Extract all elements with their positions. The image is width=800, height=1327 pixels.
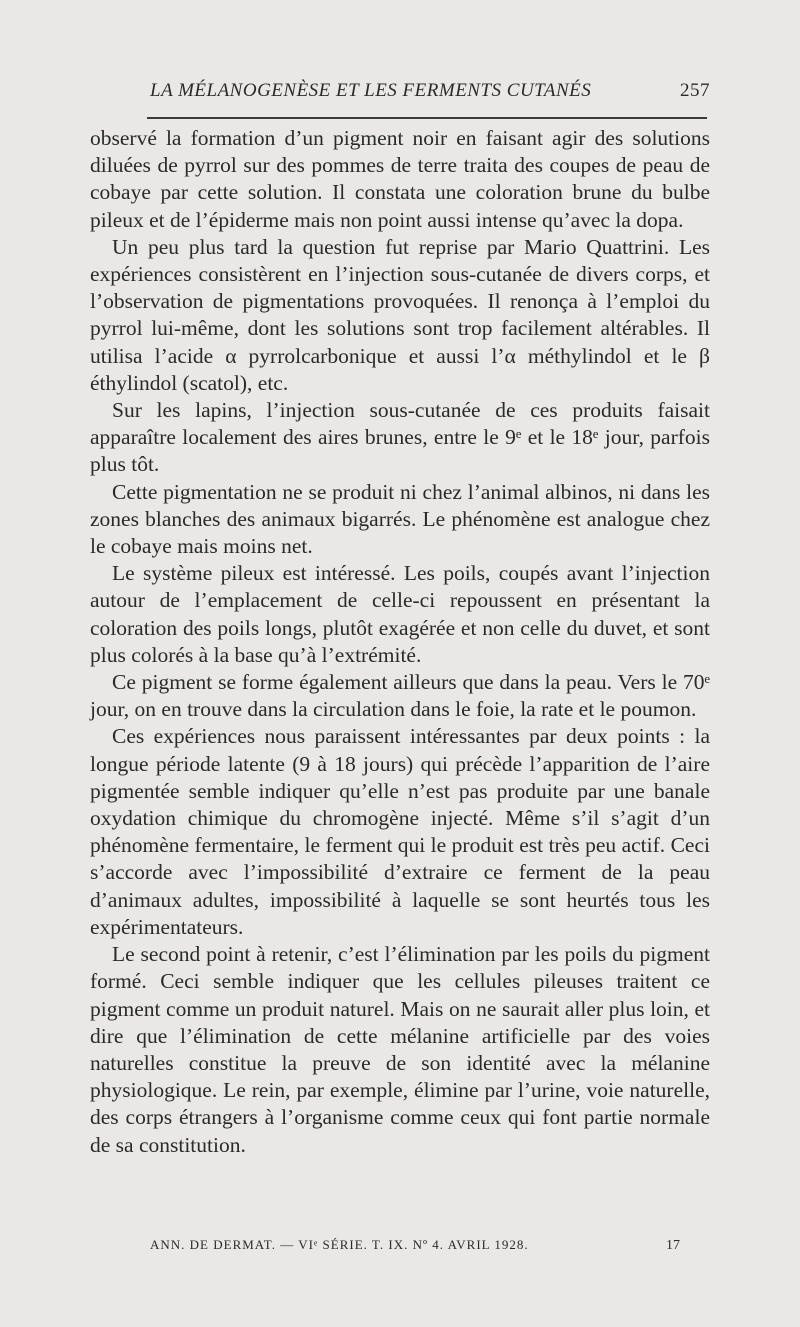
journal-citation: ANN. DE DERMAT. — VIᵉ SÉRIE. T. IX. Nº 4. AVRIL 1928. <box>150 1237 529 1252</box>
header-rule <box>147 117 707 119</box>
paragraph: Le système pileux est intéressé. Les poils, coupés avant l’injection autour de l’emplacement de celle-ci repoussent en présentant la coloration des poils longs, plutôt exagérée et non celle du duvet, et sont plus colorés à la base qu’à l’extrémité. <box>90 561 710 667</box>
signature-mark: 17 <box>666 1238 680 1253</box>
page-number: 257 <box>680 80 710 101</box>
paragraph: Ce pigment se forme également ailleurs que dans la peau. Vers le 70ᵉ jour, on en trouve dans la circulation dans le foie, la rate et le poumon. <box>90 670 710 722</box>
running-header <box>150 80 710 110</box>
paragraph: Sur les lapins, l’injection sous-cutanée de ces produits faisait apparaître localement des aires brunes, entre le 9ᵉ et le 18ᵉ jour, parfois plus tôt. <box>90 398 710 477</box>
page-footer <box>150 1237 680 1254</box>
paragraph: Un peu plus tard la question fut reprise par Mario Quattrini. Les expériences consistèrent en l’injection sous-cutanée de divers corps, et l’observation de pigmentations provoquées. Il renonça à l’emploi du pyrrol lui-même, dont les solutions sont trop facilement altérables. Il utilisa l’acide α pyrrolcarbonique et aussi l’α méthylindol et le β éthylindol (scatol), etc. <box>90 234 710 395</box>
body-text <box>90 125 710 1159</box>
running-title: LA MÉLANOGENÈSE ET LES FERMENTS CUTANÉS <box>150 80 592 101</box>
paragraph: observé la formation d’un pigment noir en faisant agir des solutions diluées de pyrrol sur des pommes de terre traita des coupes de peau de cobaye par cette solution. Il constata une coloration brune du bulbe pileux et de l’épiderme mais non point aussi intense qu’avec la dopa. <box>90 126 710 232</box>
paragraph: Le second point à retenir, c’est l’élimination par les poils du pigment formé. Ceci semble indiquer que les cellules pileuses traitent ce pigment comme un produit naturel. Mais on ne saurait aller plus loin, et dire que l’élimination de cette mélanine artificielle par des voies naturelles constitue la preuve de son identité avec la mélanine physiologique. Le rein, par exemple, élimine par l’urine, voie naturelle, des corps étrangers à l’organisme comme ceux qui font partie normale de sa constitution. <box>90 942 710 1157</box>
paragraph: Cette pigmentation ne se produit ni chez l’animal albinos, ni dans les zones blanches des animaux bigarrés. Le phénomène est analogue chez le cobaye mais moins net. <box>90 479 710 559</box>
paragraph: Ces expériences nous paraissent intéressantes par deux points : la longue période latente (9 à 18 jours) qui précède l’apparition de l’aire pigmentée semble indiquer qu’elle n’est pas produite par une banale oxydation chimique du chromogène injecté. Même s’il s’agit d’un phénomène fermentaire, le ferment qui le produit est très peu actif. Ceci s’accorde avec l’impossibilité d’extraire ce ferment de la peau d’animaux adultes, impossibilité à laquelle se sont heurtés tous les expérimentateurs. <box>90 724 710 939</box>
